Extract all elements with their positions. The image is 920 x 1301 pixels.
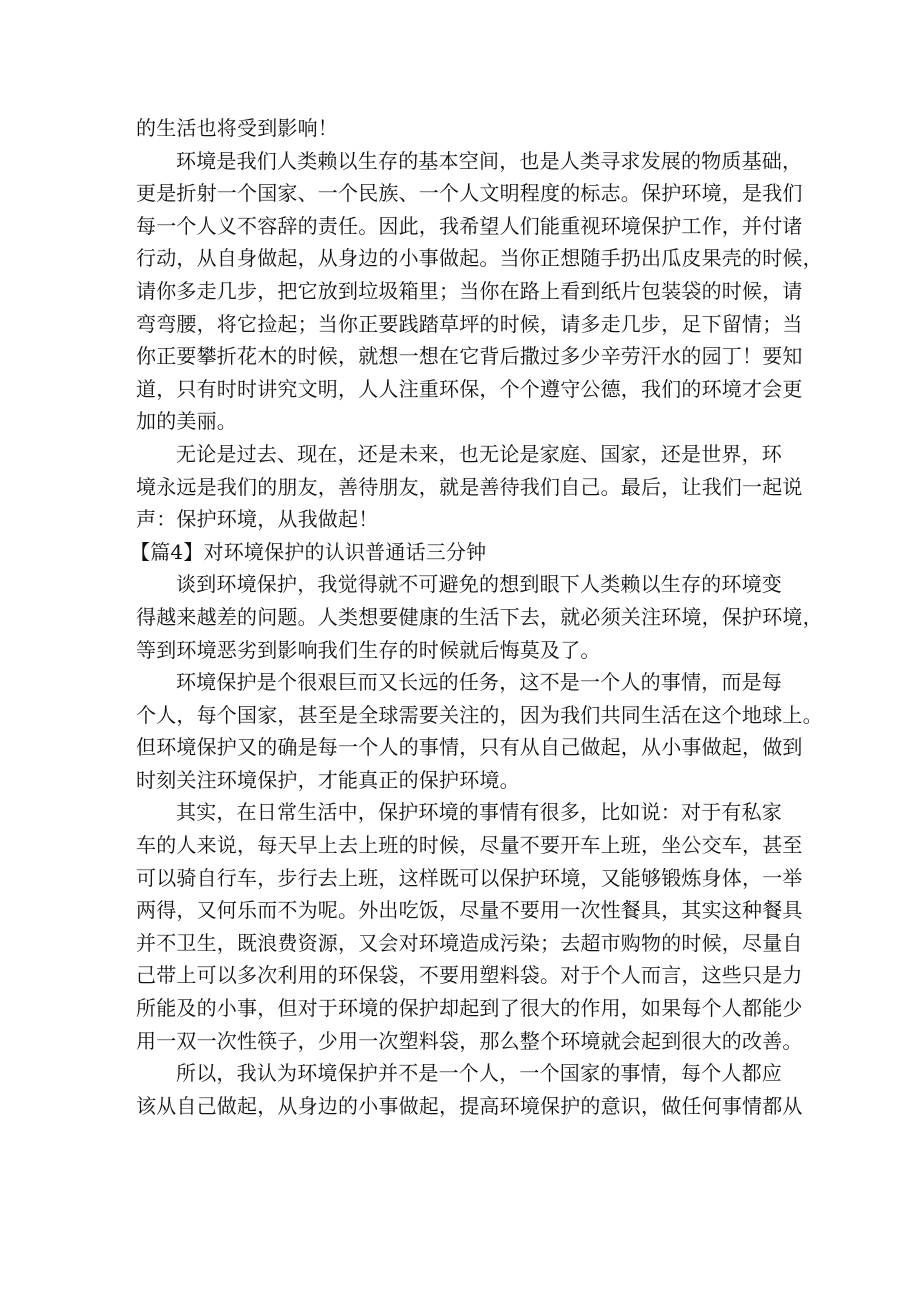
text-line: 每一个人义不容辞的责任。因此，我希望人们能重视环境保护工作，并付诸 <box>136 213 803 238</box>
text-line: 得越来越差的问题。人类想要健康的生活下去，就必须关注环境，保护环境， <box>136 604 823 629</box>
text-line: 用一双一次性筷子，少用一次塑料袋，那么整个环境就会起到很大的改善。 <box>136 1028 803 1053</box>
text-line: 声：保护环境，从我做起！ <box>136 507 379 532</box>
text-line: 其实，在日常生活中，保护环境的事情有很多，比如说：对于有私家 <box>176 800 782 825</box>
text-line: 但环境保护又的确是每一个人的事情，只有从自己做起，从小事做起，做到 <box>136 735 803 760</box>
text-line: 车的人来说，每天早上去上班的时候，尽量不要开车上班，坐公交车，甚至 <box>136 833 803 858</box>
text-line: 境永远是我们的朋友，善待朋友，就是善待我们自己。最后，让我们一起说 <box>136 474 803 499</box>
text-line: 等到环境恶劣到影响我们生存的时候就后悔莫及了。 <box>136 637 601 662</box>
text-line: 两得，又何乐而不为呢。外出吃饭，尽量不要用一次性餐具，其实这种餐具 <box>136 898 803 923</box>
document-body <box>130 112 823 1122</box>
text-line: 加的美丽。 <box>136 409 237 434</box>
text-line: 并不卫生，既浪费资源，又会对环境造成污染；去超市购物的时候，尽量自 <box>136 930 803 955</box>
text-line: 的生活也将受到影响！ <box>136 116 338 140</box>
text-line: 该从自己做起，从身边的小事做起，提高环境保护的意识，做任何事情都从 <box>136 1093 803 1118</box>
text-line: 更是折射一个国家、一个民族、一个人文明程度的标志。保护环境，是我们 <box>136 181 803 206</box>
text-line: 所以，我认为环境保护并不是一个人，一个国家的事情，每个人都应 <box>176 1061 782 1086</box>
text-line: 你正要攀折花木的时候，就想一想在它背后撒过多少辛劳汗水的园丁！要知 <box>136 344 803 369</box>
text-line: 行动，从自身做起，从身边的小事做起。当你正想随手扔出瓜皮果壳的时候， <box>136 246 823 271</box>
text-line: 环境保护是个很艰巨而又长远的任务，这不是一个人的事情，而是每 <box>176 670 782 695</box>
text-line: 时刻关注环境保护，才能真正的保护环境。 <box>136 767 520 792</box>
section-heading: 【篇4】对环境保护的认识普通话三分钟 <box>130 539 487 564</box>
text-line: 己带上可以多次利用的环保袋，不要用塑料袋。对于个人而言，这些只是力 <box>136 963 803 988</box>
text-line: 请你多走几步，把它放到垃圾箱里；当你在路上看到纸片包装袋的时候，请 <box>136 278 803 303</box>
text-line: 弯弯腰，将它捡起；当你正要践踏草坪的时候，请多走几步，足下留情；当 <box>136 311 803 336</box>
text-line: 无论是过去、现在，还是未来，也无论是家庭、国家，还是世界，环 <box>176 441 782 466</box>
text-line: 可以骑自行车，步行去上班，这样既可以保护环境，又能够锻炼身体，一举 <box>136 865 803 890</box>
text-line: 个人，每个国家，甚至是全球需要关注的，因为我们共同生活在这个地球上。 <box>136 702 823 727</box>
text-line: 环境是我们人类赖以生存的基本空间，也是人类寻求发展的物质基础， <box>176 148 803 173</box>
text-line: 所能及的小事，但对于环境的保护却起到了很大的作用，如果每个人都能少 <box>136 996 803 1021</box>
text-line: 谈到环境保护，我觉得就不可避免的想到眼下人类赖以生存的环境变 <box>176 572 782 597</box>
text-line: 道，只有时时讲究文明，人人注重环保，个个遵守公德，我们的环境才会更 <box>136 376 803 401</box>
